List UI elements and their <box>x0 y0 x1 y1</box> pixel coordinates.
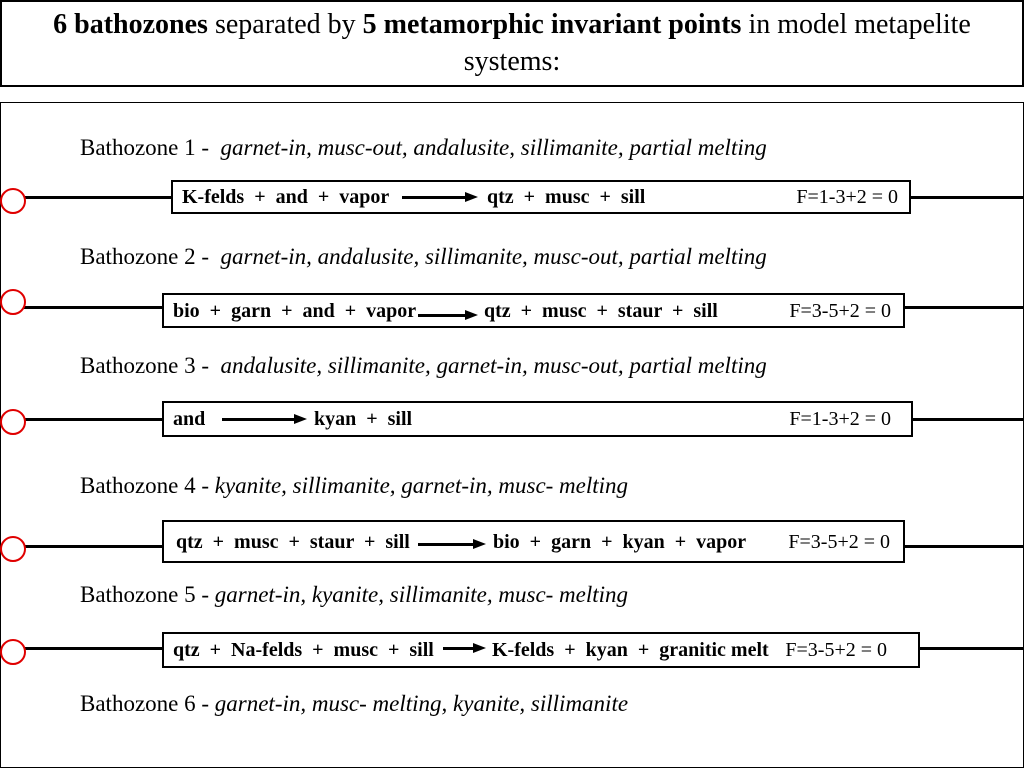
bathozone-label: Bathozone 6 - <box>80 691 215 716</box>
bathozone-label: Bathozone 5 - <box>80 582 215 607</box>
variance-equation: F=3-5+2 = 0 <box>789 299 891 322</box>
reactants-text: qtz + musc + staur + sill <box>176 530 410 553</box>
reaction-box-5 <box>162 632 920 668</box>
bathozone-heading-3 <box>80 353 767 379</box>
invariant-point-circle-icon <box>0 536 26 562</box>
bathozone-features: kyanite, sillimanite, garnet-in, musc- melting <box>214 473 629 498</box>
invariant-point-circle-icon <box>0 289 26 315</box>
products-text: kyan + sill <box>314 408 413 430</box>
bathozone-features: garnet-in, musc-out, andalusite, sillimanite, partial melting <box>220 135 767 160</box>
reaction-arrow-icon <box>222 414 307 425</box>
bathozone-heading-1 <box>80 135 767 161</box>
variance-equation: F=3-5+2 = 0 <box>785 639 887 661</box>
title-text: separated by <box>207 9 363 40</box>
reaction-arrow-icon <box>402 192 478 203</box>
variance-equation: F=1-3+2 = 0 <box>796 186 898 208</box>
bathozone-heading-5 <box>80 582 628 608</box>
bathozone-features: garnet-in, andalusite, sillimanite, musc-out, partial melting <box>220 244 767 269</box>
products-text: qtz + musc + staur + sill <box>484 299 718 322</box>
bathozone-features: andalusite, sillimanite, garnet-in, musc-out, partial melting <box>220 353 767 378</box>
reaction-arrow-icon <box>443 643 486 654</box>
reaction-box-2 <box>162 293 905 328</box>
bathozone-heading-2 <box>80 244 767 270</box>
reactants-text: and <box>173 408 206 430</box>
reaction-box-4 <box>162 520 905 563</box>
reactants-text: bio + garn + and + vapor <box>173 299 417 322</box>
reaction-arrow-icon <box>418 539 486 550</box>
reaction-box-3 <box>162 401 913 437</box>
bathozone-heading-6 <box>80 691 628 717</box>
reaction-box-1 <box>171 180 911 214</box>
variance-equation: F=1-3+2 = 0 <box>789 408 891 430</box>
products-text: bio + garn + kyan + vapor <box>493 530 747 553</box>
products-text: K-felds + kyan + granitic melt <box>492 639 769 661</box>
bathozone-features: garnet-in, kyanite, sillimanite, musc- melting <box>214 582 629 607</box>
products-text: qtz + musc + sill <box>487 186 646 208</box>
invariant-point-circle-icon <box>0 639 26 665</box>
title-emphasis-invariant-points: 5 metamorphic invariant points <box>362 9 742 40</box>
bathozone-label: Bathozone 4 - <box>80 473 215 498</box>
title-text: in model metapelite systems: <box>463 9 971 77</box>
bathozone-heading-4 <box>80 473 628 499</box>
bathozone-label: Bathozone 3 - <box>80 353 221 378</box>
slide-title <box>22 6 1002 80</box>
bathozone-features: garnet-in, musc- melting, kyanite, sillimanite <box>214 691 629 716</box>
bathozone-label: Bathozone 2 - <box>80 244 221 269</box>
reactants-text: qtz + Na-felds + musc + sill <box>173 639 434 661</box>
invariant-point-circle-icon <box>0 188 26 214</box>
bathozone-label: Bathozone 1 - <box>80 135 221 160</box>
reactants-text: K-felds + and + vapor <box>182 186 390 208</box>
reaction-arrow-icon <box>418 310 478 321</box>
title-box <box>0 0 1024 87</box>
variance-equation: F=3-5+2 = 0 <box>788 530 890 553</box>
invariant-point-circle-icon <box>0 409 26 435</box>
title-emphasis-bathozones: 6 bathozones <box>53 9 208 40</box>
